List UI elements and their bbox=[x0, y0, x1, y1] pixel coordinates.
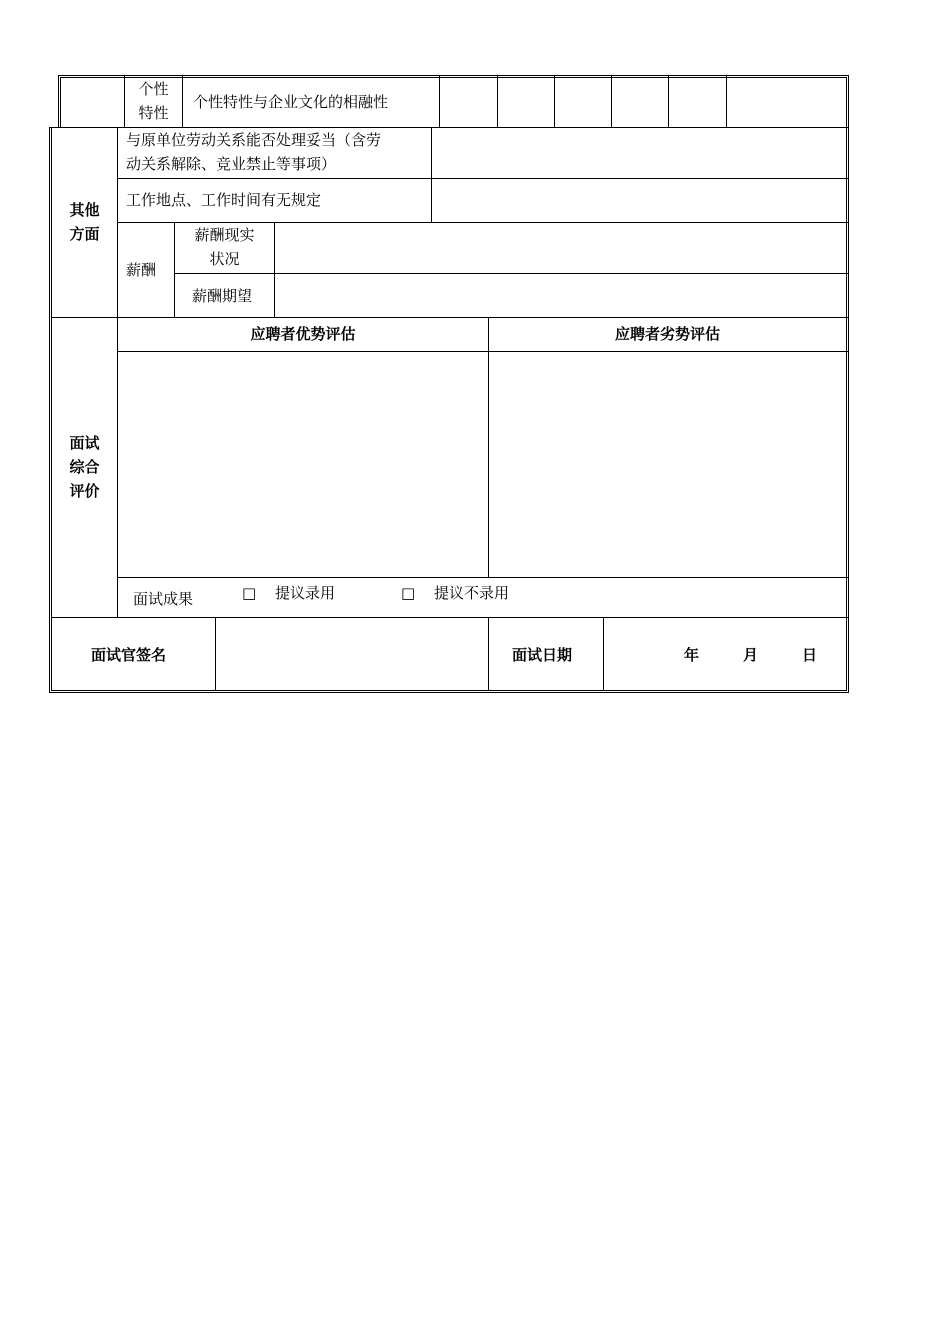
result-label: 面试成果 bbox=[133, 590, 194, 608]
option-hire-label: 提议录用 bbox=[275, 584, 336, 602]
other-section-label: 其他 方面 bbox=[69, 201, 100, 243]
interviewer-signature-field[interactable] bbox=[216, 618, 488, 690]
row-line-5 bbox=[51, 317, 848, 318]
top-col-4 bbox=[497, 76, 498, 127]
top-col-7 bbox=[668, 76, 669, 127]
main-bottom-border bbox=[49, 692, 849, 693]
salary-value-divider bbox=[274, 222, 275, 317]
option-hire-checkbox[interactable]: □ bbox=[242, 584, 257, 602]
work-place-time-question: 工作地点、工作时间有无规定 bbox=[126, 191, 322, 209]
advantages-input-area[interactable] bbox=[118, 352, 488, 577]
top-col-3 bbox=[439, 76, 440, 127]
top-row-top-border bbox=[58, 75, 849, 76]
row-line-2 bbox=[117, 178, 848, 179]
labor-value-divider bbox=[431, 127, 432, 222]
disadvantages-input-area[interactable] bbox=[489, 352, 846, 577]
main-right-border-inner bbox=[846, 77, 847, 691]
sign-col-3 bbox=[603, 617, 604, 691]
top-row-left-border bbox=[58, 75, 59, 127]
salary-label: 薪酬 bbox=[126, 261, 157, 279]
interview-date-label: 面试日期 bbox=[512, 646, 573, 664]
top-col-6 bbox=[611, 76, 612, 127]
salary-current-label: 薪酬现实 状况 bbox=[194, 226, 255, 268]
date-day-label: 日 bbox=[802, 646, 818, 664]
top-row-left-border-inner bbox=[60, 77, 61, 127]
main-left-border bbox=[49, 127, 50, 693]
date-year-label: 年 bbox=[684, 646, 700, 664]
disadvantages-header: 应聘者劣势评估 bbox=[614, 325, 720, 343]
labor-relation-question: 与原单位劳动关系能否处理妥当（含劳 动关系解除、竞业禁止等事项） bbox=[126, 131, 382, 173]
main-bottom-border-inner bbox=[51, 690, 847, 691]
row-line-7 bbox=[117, 577, 848, 578]
sign-col-2 bbox=[488, 617, 489, 691]
option-reject-checkbox[interactable]: □ bbox=[401, 584, 416, 602]
advantages-header: 应聘者优势评估 bbox=[250, 325, 356, 343]
main-right-border bbox=[848, 75, 849, 693]
personality-category: 个性 特性 bbox=[138, 80, 169, 122]
top-col-5 bbox=[554, 76, 555, 127]
top-col-8 bbox=[726, 76, 727, 127]
personality-item: 个性特性与企业文化的相融性 bbox=[193, 93, 389, 111]
row-line-4 bbox=[174, 273, 848, 274]
date-month-label: 月 bbox=[743, 646, 759, 664]
option-reject-label: 提议不录用 bbox=[434, 584, 510, 602]
salary-expected-label: 薪酬期望 bbox=[192, 287, 253, 305]
evaluation-section-label: 面试 综合 评价 bbox=[69, 434, 100, 500]
interviewer-signature-label: 面试官签名 bbox=[91, 646, 167, 664]
top-col-2 bbox=[182, 76, 183, 127]
